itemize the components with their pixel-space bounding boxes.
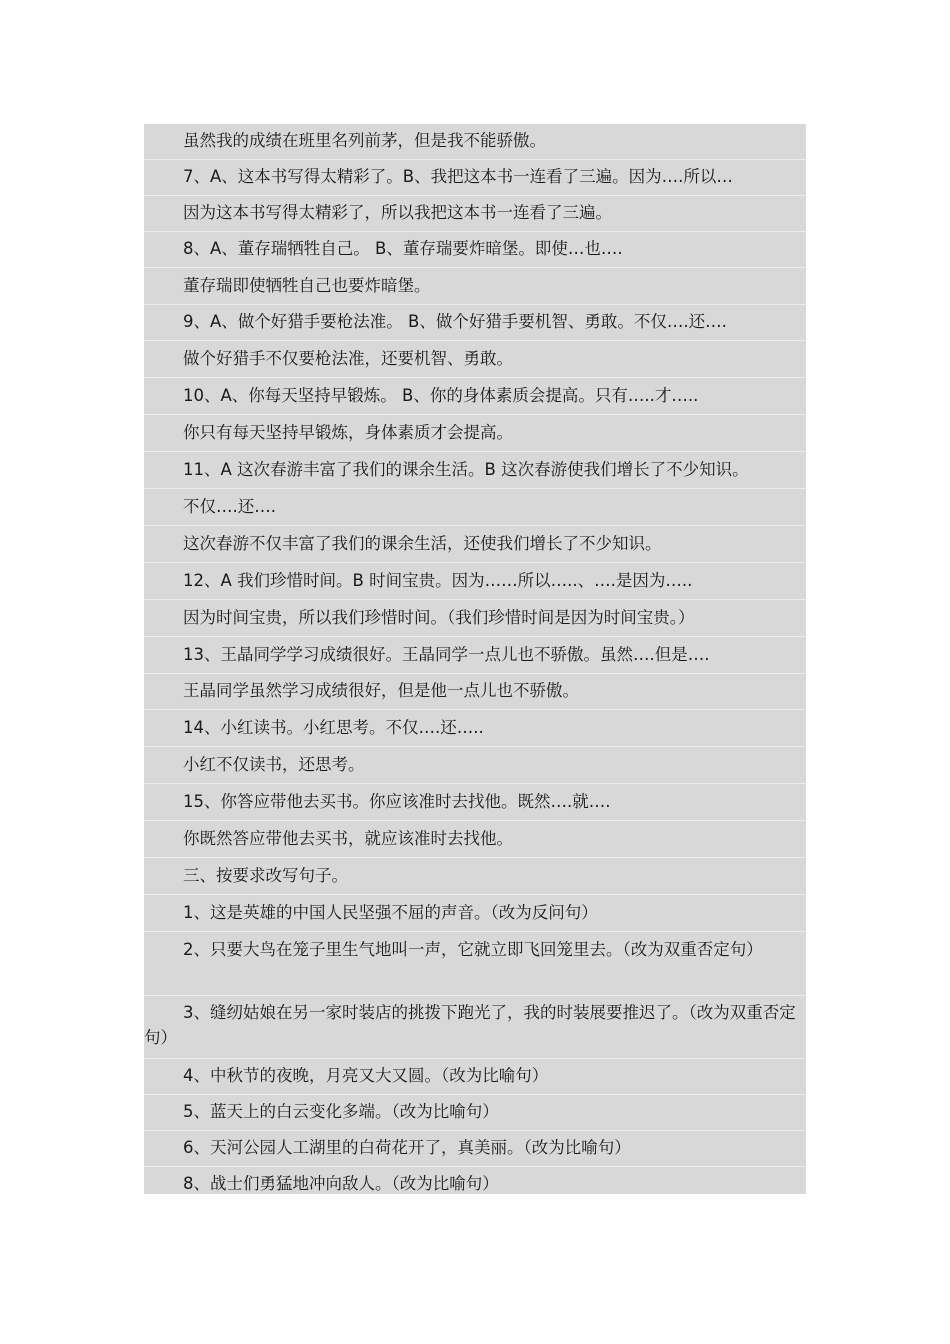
text-line: 7、A、这本书写得太精彩了。B、我把这本书一连看了三遍。因为….所以… xyxy=(144,160,806,196)
document-page xyxy=(144,124,806,1194)
text-line: 8、A、董存瑞牺牲自己。 B、董存瑞要炸暗堡。即使…也…. xyxy=(144,232,806,268)
text-line: 3、缝纫姑娘在另一家时装店的挑拨下跑光了，我的时装展要推迟了。（改为双重否定句） xyxy=(144,996,806,1059)
text-line: 4、中秋节的夜晚，月亮又大又圆。（改为比喻句） xyxy=(144,1059,806,1095)
section-heading: 三、按要求改写句子。 xyxy=(144,859,806,895)
text-line: 11、A 这次春游丰富了我们的课余生活。B 这次春游使我们增长了不少知识。 xyxy=(144,453,806,489)
text-line: 13、王晶同学学习成绩很好。王晶同学一点儿也不骄傲。虽然….但是…. xyxy=(144,638,806,674)
text-line: 15、你答应带他去买书。你应该准时去找他。既然….就…. xyxy=(144,785,806,821)
text-line: 14、小红读书。小红思考。不仅….还….. xyxy=(144,711,806,747)
text-line: 12、A 我们珍惜时间。B 时间宝贵。因为……所以…..、….是因为….. xyxy=(144,564,806,600)
text-line: 你既然答应带他去买书，就应该准时去找他。 xyxy=(144,822,806,858)
text-line: 虽然我的成绩在班里名列前茅，但是我不能骄傲。 xyxy=(144,124,806,160)
text-line: 6、天河公园人工湖里的白荷花开了，真美丽。（改为比喻句） xyxy=(144,1131,806,1167)
text-line: 10、A、你每天坚持早锻炼。 B、你的身体素质会提高。只有…..才….. xyxy=(144,379,806,415)
text-line: 不仅….还…. xyxy=(144,490,806,526)
text-line: 王晶同学虽然学习成绩很好，但是他一点儿也不骄傲。 xyxy=(144,674,806,710)
text-line: 因为时间宝贵，所以我们珍惜时间。（我们珍惜时间是因为时间宝贵。） xyxy=(144,601,806,637)
text-line: 你只有每天坚持早锻炼，身体素质才会提高。 xyxy=(144,416,806,452)
text-line: 做个好猎手不仅要枪法准，还要机智、勇敢。 xyxy=(144,342,806,378)
text-line: 董存瑞即使牺牲自己也要炸暗堡。 xyxy=(144,269,806,305)
text-line: 2、只要大鸟在笼子里生气地叫一声，它就立即飞回笼里去。（改为双重否定句） xyxy=(144,933,806,996)
text-line: 因为这本书写得太精彩了，所以我把这本书一连看了三遍。 xyxy=(144,196,806,232)
text-line: 这次春游不仅丰富了我们的课余生活，还使我们增长了不少知识。 xyxy=(144,527,806,563)
text-line: 1、这是英雄的中国人民坚强不屈的声音。（改为反问句） xyxy=(144,896,806,932)
text-line: 5、蓝天上的白云变化多端。（改为比喻句） xyxy=(144,1095,806,1131)
text-line: 小红不仅读书，还思考。 xyxy=(144,748,806,784)
text-line: 8、战士们勇猛地冲向敌人。（改为比喻句） xyxy=(183,1174,499,1193)
text-line: 9、A、做个好猎手要枪法准。 B、做个好猎手要机智、勇敢。不仅….还…. xyxy=(144,305,806,341)
